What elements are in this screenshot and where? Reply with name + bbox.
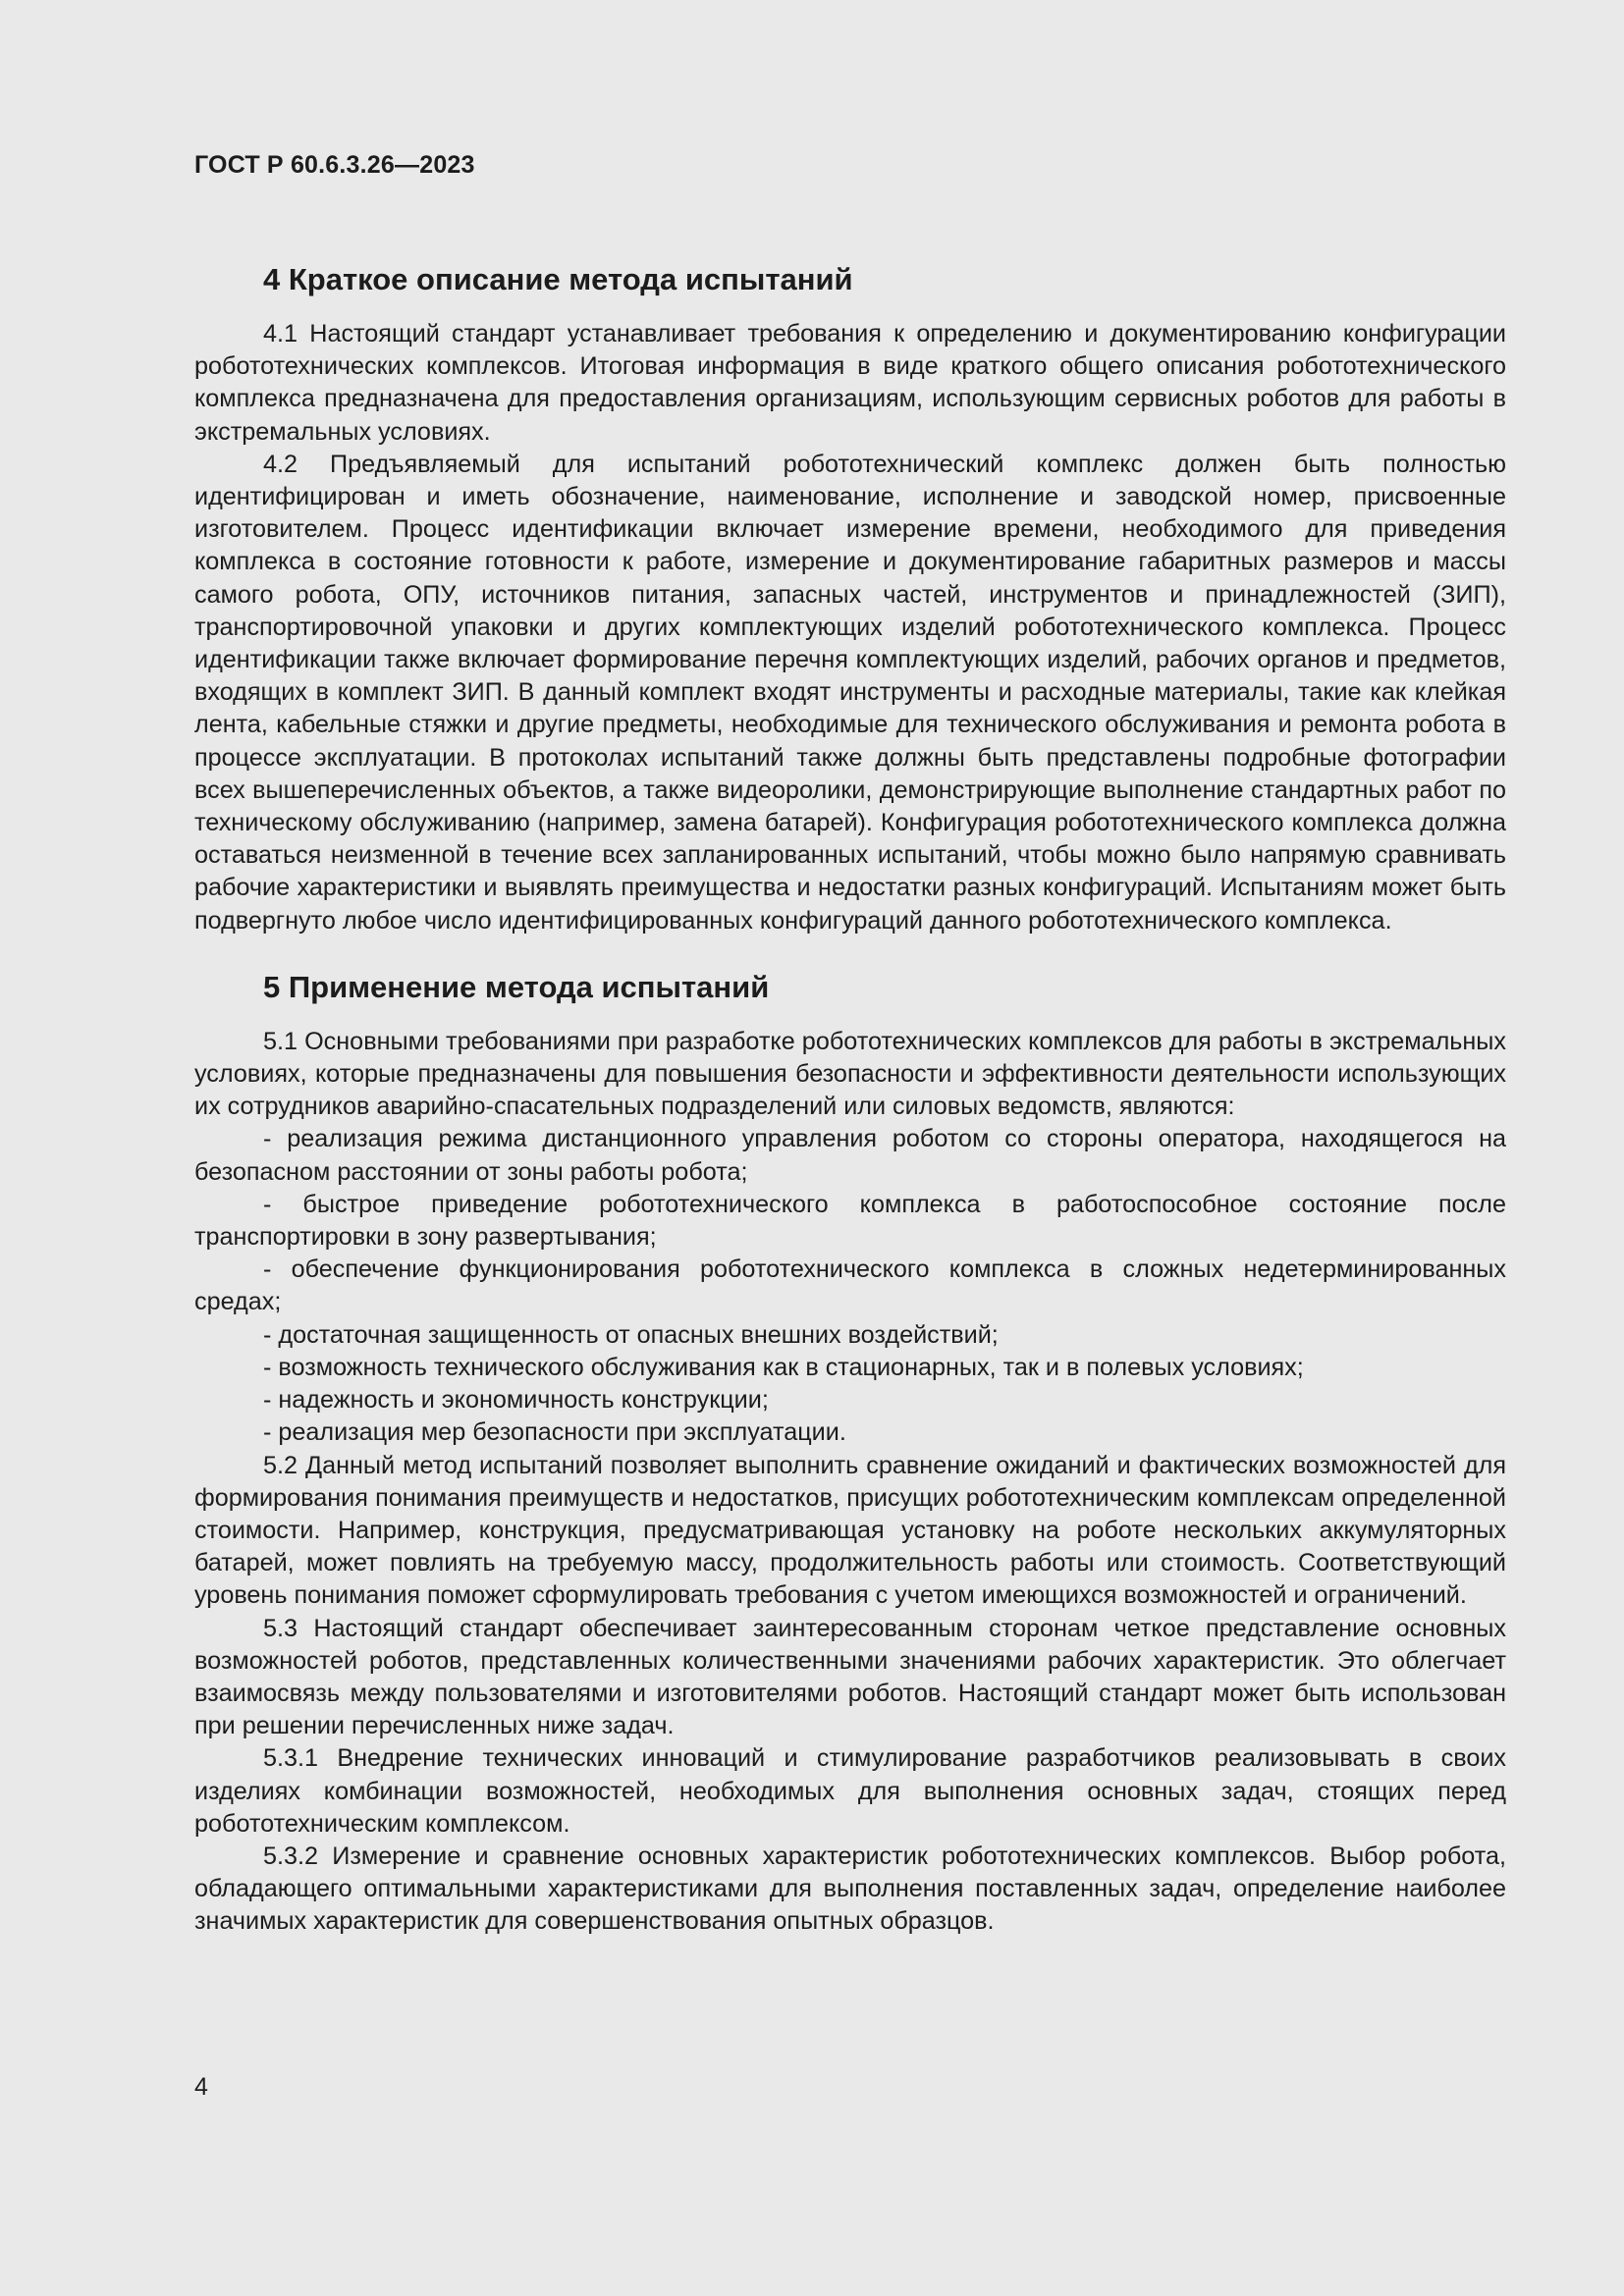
document-page	[194, 147, 1506, 1939]
section-4-title: 4 Краткое описание метода испытаний	[263, 262, 853, 296]
paragraph-5-3: 5.3 Настоящий стандарт обеспечивает заинтересованным сторонам четкое представление основных возможностей роботов, представленных количественными значениями рабочих характеристик. Это облегчает взаимосвязь между пользователями и изготовителями роботов. Настоящий стандарт может быть использован при решении перечисленных ниже задач.	[194, 1614, 1506, 1740]
list-item: - возможность технического обслуживания как в стационарных, так и в полевых условиях;	[263, 1353, 1304, 1381]
paragraph-5-1: 5.1 Основными требованиями при разработке робототехнических комплексов для работы в экстремальных условиях, которые предназначены для повышения безопасности и эффективности деятельности использующих их сотрудников аварийно-спасательных подразделений или силовых ведомств, являются:	[194, 1027, 1506, 1121]
paragraph-5-3-1: 5.3.1 Внедрение технических инноваций и стимулирование разработчиков реализовывать в своих изделиях комбинации возможностей, необходимых для выполнения основных задач, стоящих перед робототехническим комплексом.	[194, 1744, 1506, 1838]
paragraph-4-1: 4.1 Настоящий стандарт устанавливает требования к определению и документированию конфигурации робототехнических комплексов. Итоговая информация в виде краткого общего описания робототехнического комплекса предназначена для предоставления организациям, использующим сервисных роботов для работы в экстремальных условиях.	[194, 320, 1506, 446]
page-number: 4	[194, 2073, 208, 2101]
standard-header: ГОСТ Р 60.6.3.26—2023	[194, 151, 475, 179]
list-item: - достаточная защищенность от опасных внешних воздействий;	[263, 1320, 999, 1349]
list-item: - обеспечение функционирования робототехнического комплекса в сложных недетерминированных средах;	[194, 1255, 1506, 1316]
paragraph-5-3-2: 5.3.2 Измерение и сравнение основных характеристик робототехнических комплексов. Выбор робота, обладающего оптимальными характеристиками для выполнения поставленных задач, определение наиболее значимых характеристик для совершенствования опытных образцов.	[194, 1842, 1506, 1936]
paragraph-5-2: 5.2 Данный метод испытаний позволяет выполнить сравнение ожиданий и фактических возможностей для формирования понимания преимуществ и недостатков, присущих робототехническим комплексам определенной стоимости. Например, конструкция, предусматривающая установку на роботе нескольких аккумуляторных батарей, может повлиять на требуемую массу, продолжительность работы или стоимость. Соответствующий уровень понимания поможет сформулировать требования с учетом имеющихся возможностей и ограничений.	[194, 1451, 1506, 1610]
list-item: - надежность и экономичность конструкции;	[263, 1386, 769, 1415]
paragraph-4-2: 4.2 Предъявляемый для испытаний робототехнический комплекс должен быть полностью идентифицирован и иметь обозначение, наименование, исполнение и заводской номер, присвоенные изготовителем. Процесс идентификации включает измерение времени, необходимого для приведения комплекса в состояние готовности к работе, измерение и документирование габаритных размеров и массы самого робота, ОПУ, источников питания, запасных частей, инструментов и принадлежностей (ЗИП), транспортировочной упаковки и других комплектующих изделий робототехнического комплекса. Процесс идентификации также включает формирование перечня комплектующих изделий, рабочих органов и предметов, входящих в комплект ЗИП. В данный комплект входят инструменты и расходные материалы, такие как клейкая лента, кабельные стяжки и другие предметы, необходимые для технического обслуживания и ремонта робота в процессе эксплуатации. В протоколах испытаний также должны быть представлены подробные фотографии всех вышеперечисленных объектов, а также видеоролики, демонстрирующие выполнение стандартных работ по техническому обслуживанию (например, замена батарей). Конфигурация робототехнического комплекса должна оставаться неизменной в течение всех запланированных испытаний, чтобы можно было напрямую сравнивать рабочие характеристики и выявлять преимущества и недостатки разных конфигураций. Испытаниям может быть подвергнуто любое число идентифицированных конфигураций данного робототехнического комплекса.	[194, 450, 1506, 934]
list-item: - реализация режима дистанционного управления роботом со стороны оператора, находящегося на безопасном расстоянии от зоны работы робота;	[194, 1125, 1506, 1186]
list-item: - быстрое приведение робототехнического комплекса в работоспособное состояние после транспортировки в зону развертывания;	[194, 1190, 1506, 1252]
section-5-title: 5 Применение метода испытаний	[263, 969, 770, 1004]
list-item: - реализация мер безопасности при эксплуатации.	[263, 1418, 846, 1447]
